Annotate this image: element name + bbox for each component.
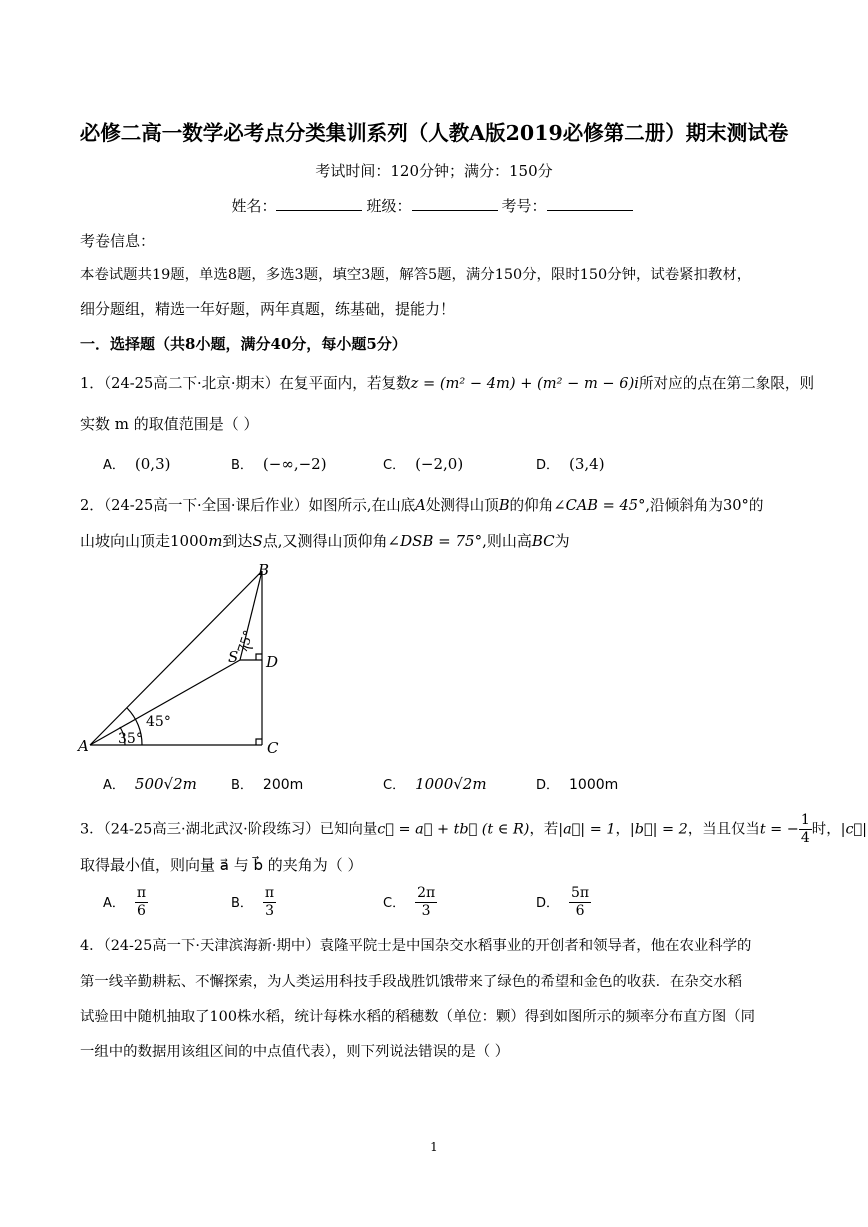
line-as (90, 660, 240, 745)
label-45: 45° (146, 714, 171, 730)
q4-line-2: 第一线辛勤耕耘、不懈探索，为人类运用科技手段战胜饥饿带来了绿色的希望和金色的收获．在杂交水稻 (80, 974, 742, 990)
q2-angle-cab: ∠CAB = 45° (553, 497, 646, 514)
label-75: 75° (235, 628, 257, 656)
q4-line-1: 4．（24-25高一下·天津滨海新·期中）袁隆平院士是中国杂交水稻事业的开创者和领导者，他在农业科学的 (80, 938, 752, 954)
page-number: 1 (430, 1140, 438, 1154)
number-blank[interactable] (547, 196, 633, 211)
q2-angle-dsb: ∠DSB = 75° (387, 532, 483, 550)
info-line-2: 细分题组，精选一年好题，两年真题，练基础，提能力！ (80, 300, 456, 318)
name-blank[interactable] (276, 196, 362, 211)
info-line-1: 本卷试题共19题，单选8题，多选3题，填空3题，解答5题，满分150分，限时150分钟，试卷紧扣教材， (80, 267, 752, 283)
right-angle-d (256, 654, 262, 660)
q1-text: 在复平面内，若复数 (279, 375, 411, 392)
q1-number: 1． (80, 375, 104, 392)
q3-option-a[interactable]: A． $\frac{\pi}{6}$ (103, 885, 147, 919)
student-info-line (0, 195, 868, 216)
number-label: 考号： (501, 197, 547, 215)
label-c: C (267, 739, 279, 757)
section-heading: 一．选择题（共8小题，满分40分，每小题5分） (80, 335, 407, 353)
q1-option-c[interactable]: C． (−2,0) (383, 455, 464, 473)
q2-line-2: 山坡向山顶走1000m到达S点,又测得山顶仰角∠DSB = 75°,则山高BC为 (80, 532, 570, 550)
q2-option-d[interactable]: D． 1000m (536, 777, 619, 793)
q3-line-1: 3．（24-25高三·湖北武汉·阶段练习）已知向量c⃗ = a⃗ + tb⃗ (t ∈ R)，若|a⃗| = 1，|b⃗| = 2，当且仅当t = − $\frac{1}{4}$ 时，|c⃗| (80, 812, 867, 846)
q3-formula: c⃗ = a⃗ + tb⃗ (t ∈ R) (377, 821, 530, 838)
q1-line-1 (80, 372, 814, 393)
q1-option-a[interactable]: A． (0,3) (103, 455, 171, 473)
q1-line-2: 实数 m 的取值范围是（ ） (80, 415, 259, 433)
class-label: 班级： (366, 197, 412, 215)
q3-source: （24-25高三·湖北武汉·阶段练习） (103, 821, 320, 838)
exam-time: 考试时间：120分钟；满分：150分 (315, 162, 553, 180)
q1-option-d[interactable]: D． (3,4) (536, 455, 605, 473)
label-b: B (258, 561, 270, 579)
q1-text-b: 所对应的点在第二象限，则 (638, 375, 815, 392)
label-a: A (78, 737, 89, 755)
q3-option-c[interactable]: C． $\frac{2\pi}{3}$ (383, 885, 436, 919)
label-35: 35° (118, 731, 143, 747)
q3-option-d[interactable]: D． $\frac{5\pi}{6}$ (536, 885, 590, 919)
right-angle-c (256, 739, 262, 745)
q4-line-3: 试验田中随机抽取了100株水稻，统计每株水稻的稻穗数（单位：颗）得到如图所示的频率分布直方图（同 (80, 1009, 756, 1025)
q3-option-b[interactable]: B． $\frac{\pi}{3}$ (231, 885, 275, 919)
label-d: D (266, 653, 279, 671)
q3-line-2: 取得最小值，则向量 a⃗ 与 b⃗ 的夹角为（ ） (80, 856, 363, 874)
q2-figure (70, 555, 290, 765)
q1-option-b[interactable]: B． (−∞,−2) (231, 455, 327, 473)
q3-fraction: $\frac{1}{4}$ (800, 812, 810, 846)
q2-source: （24-25高一下·全国·课后作业） (103, 497, 309, 514)
q2-option-a[interactable]: A． 500√2m (103, 775, 197, 793)
info-label: 考卷信息： (80, 232, 156, 250)
q1-source: （24-25高二下·北京·期末） (103, 375, 280, 392)
label-s: S (228, 648, 239, 666)
q4-line-4: 一组中的数据用该组区间的中点值代表），则下列说法错误的是（ ） (80, 1044, 510, 1060)
q2-option-b[interactable]: B． 200m (231, 777, 304, 793)
page-title: 必修二高一数学必考点分类集训系列（人教A版2019必修第二册）期末测试卷 (79, 121, 789, 145)
q2-option-c[interactable]: C． 1000√2m (383, 775, 487, 793)
q1-formula: z = (m² − 4m) + (m² − m − 6)i (410, 375, 639, 392)
name-label: 姓名： (231, 197, 277, 215)
class-blank[interactable] (412, 196, 498, 211)
q4-source: （24-25高一下·天津滨海新·期中） (103, 938, 320, 954)
q2-line-1: 2．（24-25高一下·全国·课后作业）如图所示,在山底A处测得山顶B的仰角∠CAB = 45°,沿倾斜角为30°的 (80, 497, 764, 514)
